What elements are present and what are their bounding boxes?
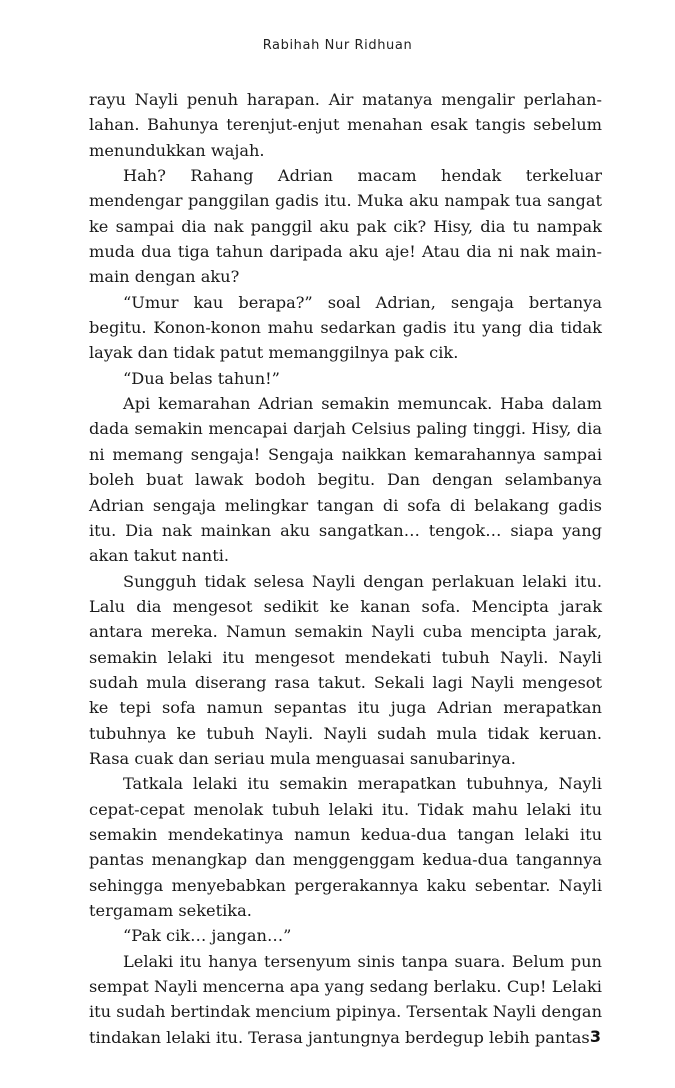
paragraph: Api kemarahan Adrian semakin memuncak. Haba dalam dada semakin mencapai darjah Celsius paling tinggi. Hisy, dia ni memang sengaja! Sengaja naikkan kemarahannya sampai boleh buat lawak bodoh begitu. Dan dengan selambanya Adrian sengaja melingkar tangan di sofa di belakang gadis itu. Dia nak mainkan aku sangatkan… tengok… siapa yang akan takut nanti. — [89, 394, 602, 566]
paragraph-continued: rayu Nayli penuh harapan. Air matanya mengalir perlahan-lahan. Bahunya terenjut-enjut menahan esak tangis sebelum menundukkan wajah. — [89, 90, 602, 160]
running-header-author: Rabihah Nur Ridhuan — [262, 38, 413, 53]
paragraph: Sungguh tidak selesa Nayli dengan perlakuan lelaki itu. Lalu dia mengesot sedikit ke kanan sofa. Mencipta jarak antara mereka. Namun semakin Nayli cuba mencipta jarak, semakin lelaki itu mengesot mendekati tubuh Nayli. Nayli sudah mula diserang rasa takut. Sekali lagi Nayli mengesot ke tepi sofa namun sepantas itu juga Adrian merapatkan tubuhnya ke tubuh Nayli. Nayli sudah mula tidak keruan. Rasa cuak dan seriau mula menguasai sanubarinya. — [89, 571, 602, 768]
paragraph: “Umur kau berapa?” soal Adrian, sengaja bertanya begitu. Konon-konon mahu sedarkan gadis itu yang dia tidak layak dan tidak patut memanggilnya pak cik. — [89, 292, 602, 363]
paragraph-dialogue: “Pak cik… jangan…” — [123, 926, 292, 946]
page-number: 3 — [589, 1027, 601, 1046]
paragraph: Hah? Rahang Adrian macam hendak terkeluar mendengar panggilan gadis itu. Muka aku nampak tua sangat ke sampai dia nak panggil aku pak cik? Hisy, dia tu nampak muda dua tiga tahun daripada aku aje! Atau dia ni nak main-main dengan aku? — [89, 166, 602, 287]
paragraph-dialogue: “Dua belas tahun!” — [123, 368, 280, 388]
paragraph: Tatkala lelaki itu semakin merapatkan tubuhnya, Nayli cepat-cepat menolak tubuh lelaki itu. Tidak mahu lelaki itu semakin mendekatinya namun kedua-dua tangan lelaki itu pantas menangkap dan menggenggam kedua-dua tangannya sehingga menyebabkan pergerakannya kaku sebentar. Nayli tergamam seketika. — [89, 774, 602, 920]
paragraph: Lelaki itu hanya tersenyum sinis tanpa suara. Belum pun sempat Nayli mencerna apa yang sedang berlaku. Cup! Lelaki itu sudah bertindak mencium pipinya. Tersentak Nayli dengan tindakan lelaki itu. Terasa jantungnya berdegup lebih pantas — [89, 951, 602, 1047]
body-text — [89, 87, 602, 1050]
